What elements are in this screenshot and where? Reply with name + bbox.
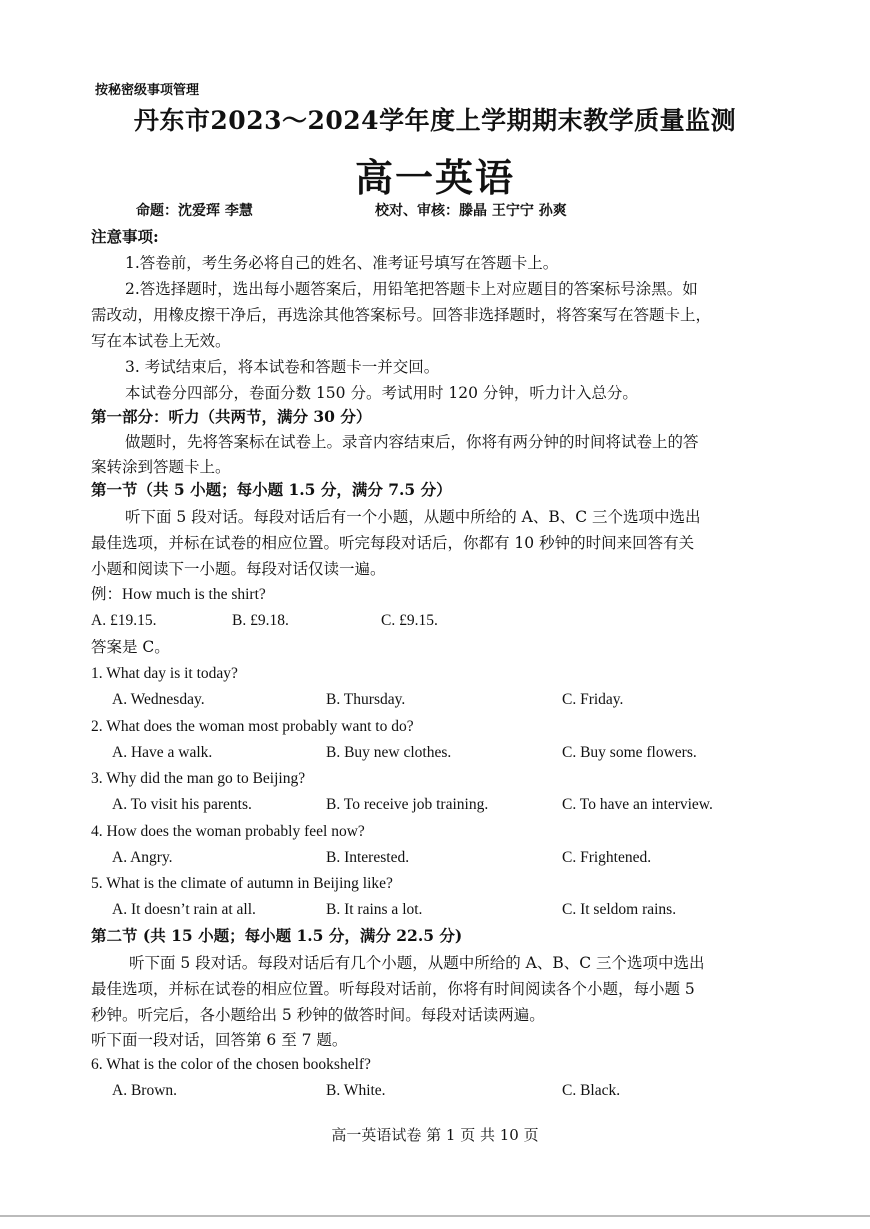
notes-line-2b: 需改动，用橡皮擦干净后，再选涂其他答案标号。回答非选择题时，将答案写在答题卡上， <box>91 306 712 324</box>
option-a: A. Brown. <box>112 1082 178 1099</box>
example-answer: 答案是 C。 <box>91 638 170 656</box>
option-b: B. It rains a lot. <box>326 901 423 918</box>
section1-intro-c: 小题和阅读下一小题。每段对话仅读一遍。 <box>91 560 386 578</box>
question-text: 3. Why did the man go to Beijing? <box>91 770 306 787</box>
example-option-b: B. £9.18. <box>232 612 289 629</box>
reviewers-line: 校对、审核：滕晶 王宁宁 孙爽 <box>375 203 567 219</box>
option-b: B. Buy new clothes. <box>326 744 452 761</box>
example-option-c: C. £9.15. <box>381 612 438 629</box>
section2-heading: 第二节 (共 15 小题；每小题 1.5 分，满分 22.5 分) <box>91 926 463 945</box>
notes-line-4: 本试卷分四部分，卷面分数 150 分。考试用时 120 分钟，听力计入总分。 <box>125 384 638 402</box>
option-a: A. To visit his parents. <box>112 796 252 813</box>
section2-intro-a: 听下面 5 段对话。每段对话后有几个小题，从题中所给的 A、B、C 三个选项中选出 <box>129 954 705 972</box>
question-text: 6. What is the color of the chosen bookshelf? <box>91 1056 371 1073</box>
question-text: 4. How does the woman probably feel now? <box>91 823 365 840</box>
option-c: C. Black. <box>562 1082 621 1099</box>
option-b: B. White. <box>326 1082 386 1099</box>
confidential-label: 按秘密级事项管理 <box>95 83 200 98</box>
section2-intro-b: 最佳选项，并标在试卷的相应位置。听每段对话前，你将有时间阅读各个小题，每小题 5 <box>91 980 695 998</box>
question-text: 1. What day is it today? <box>91 665 238 682</box>
part1-heading: 第一部分：听力（共两节，满分 30 分） <box>91 407 372 426</box>
option-c: C. Buy some flowers. <box>562 744 697 761</box>
section2-sub-instruction: 听下面一段对话，回答第 6 至 7 题。 <box>91 1031 348 1049</box>
subject-title: 高一英语 <box>354 155 515 200</box>
question-text: 2. What does the woman most probably want to do? <box>91 718 414 735</box>
notes-line-3: 3. 考试结束后，将本试卷和答题卡一并交回。 <box>125 358 440 376</box>
option-a: A. Angry. <box>112 849 173 866</box>
page-footer: 高一英语试卷 第 1 页 共 10 页 <box>331 1126 539 1144</box>
example-option-a: A. £19.15. <box>91 612 157 629</box>
part1-intro-a: 做题时，先将答案标在试卷上。录音内容结束后，你将有两分钟的时间将试卷上的答 <box>125 433 699 451</box>
option-c: C. It seldom rains. <box>562 901 677 918</box>
option-b: B. Thursday. <box>326 691 406 708</box>
option-b: B. Interested. <box>326 849 410 866</box>
scan-edge-divider <box>0 1215 870 1217</box>
option-a: A. Have a walk. <box>112 744 213 761</box>
option-a: A. Wednesday. <box>112 691 205 708</box>
option-a: A. It doesn’t rain at all. <box>112 901 256 918</box>
notes-heading: 注意事项: <box>91 227 159 246</box>
notes-line-2a: 2.答选择题时，选出每小题答案后，用铅笔把答题卡上对应题目的答案标号涂黑。如 <box>125 280 698 298</box>
option-c: C. Frightened. <box>562 849 652 866</box>
notes-line-2c: 写在本试卷上无效。 <box>91 332 231 350</box>
section1-heading: 第一节（共 5 小题；每小题 1.5 分，满分 7.5 分） <box>91 480 452 499</box>
exam-title: 丹东市2023～2024学年度上学期期末教学质量监测 <box>133 106 737 135</box>
section1-intro-b: 最佳选项，并标在试卷的相应位置。听完每段对话后，你都有 10 秒钟的时间来回答有关 <box>91 534 695 552</box>
option-c: C. Friday. <box>562 691 624 708</box>
part1-intro-b: 案转涂到答题卡上。 <box>91 458 231 476</box>
question-text: 5. What is the climate of autumn in Beijing like? <box>91 875 393 892</box>
authors-line: 命题：沈爱珲 李慧 <box>136 203 253 219</box>
example-question: 例：How much is the shirt? <box>91 586 266 603</box>
section1-intro-a: 听下面 5 段对话。每段对话后有一个小题，从题中所给的 A、B、C 三个选项中选出 <box>125 508 701 526</box>
section2-intro-c: 秒钟。听完后，各小题给出 5 秒钟的做答时间。每段对话读两遍。 <box>91 1006 545 1024</box>
notes-line-1: 1.答卷前，考生务必将自己的姓名、准考证号填写在答题卡上。 <box>125 254 559 272</box>
option-c: C. To have an interview. <box>562 796 713 813</box>
option-b: B. To receive job training. <box>326 796 489 813</box>
